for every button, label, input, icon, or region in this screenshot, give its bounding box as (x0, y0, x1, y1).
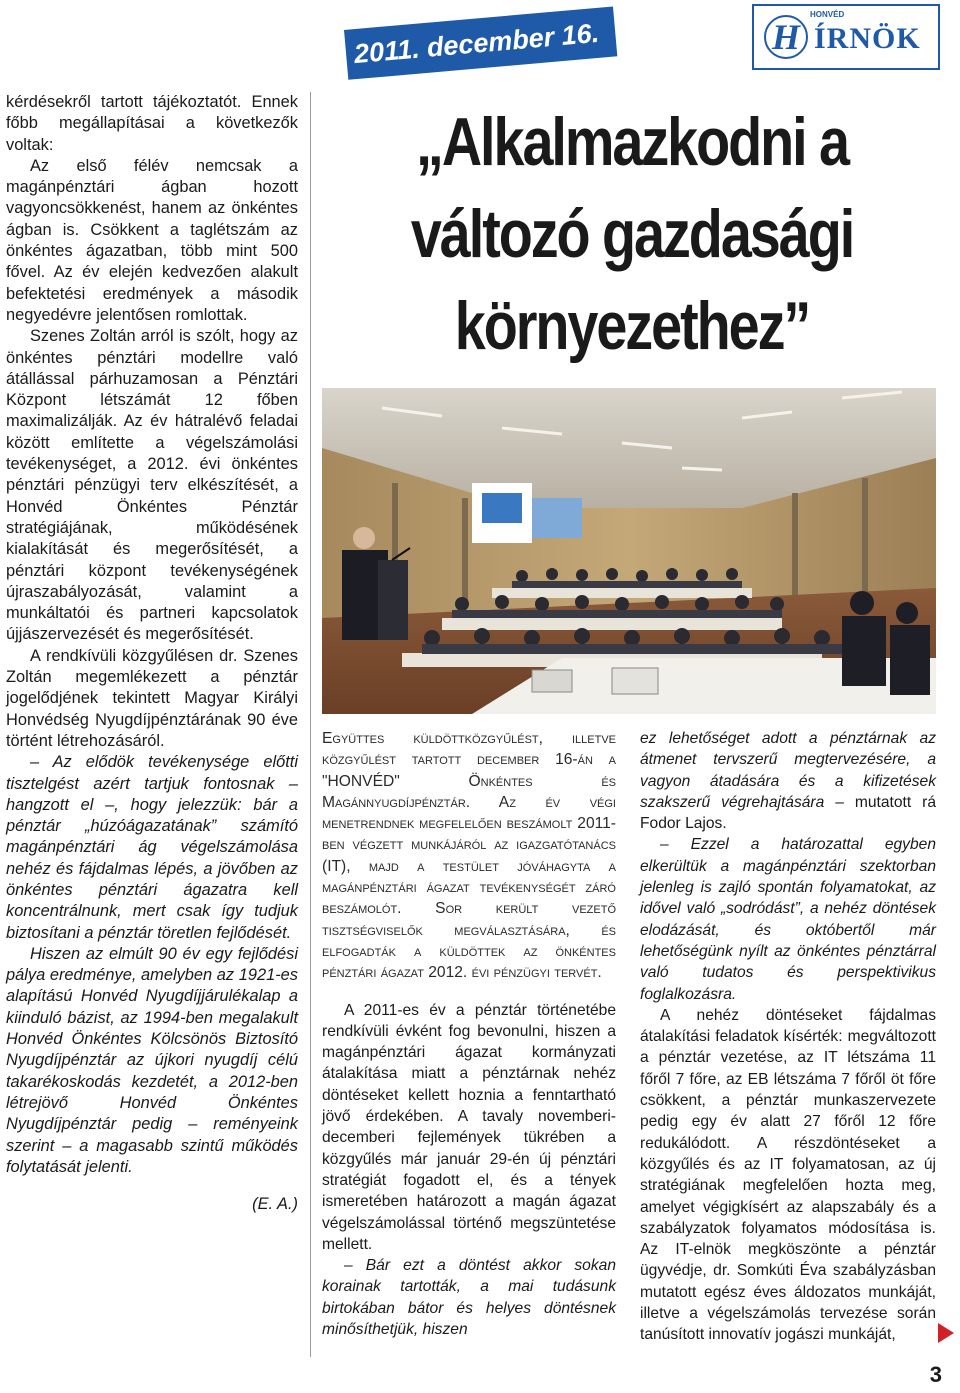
middle-column (322, 728, 616, 1340)
right-body: A nehéz döntéseket fájdalmas átalakítási feladatok kísérték: megváltozott a pénztár vezetése, az IT létszáma 11 főről 7 főre, az EB létszáma 7 főről öt főre csökkent, a pénztár munkaszervezete pedig egy év alatt 27 főről 12 főre redukálódott. A részdöntéseket a közgyűlés és az IT folyamatosan, az új stratégiának megfelelően hozta meg, amelyet végigkísért az alapszabály és a szabályzatok folyamatos módosítása is. Az IT-elnök megköszönte a pénztár ügyvédje, dr. Somkúti Éva szabályzásban mutatott egész éves áldozatos munkáját, illetve a végelszámolás tervezése során tanúsított innovatív jogászi munkáját, (640, 1006, 936, 1344)
left-paragraph-4: A rendkívüli közgyűlésen dr. Szenes Zoltán megemlékezett a pénztár jogelődjének tekintett Magyar Királyi Honvédség Nyugdíjpénztárának 90 éve történt létrehozásáról. (6, 646, 298, 750)
right-paragraph-1 (640, 728, 936, 834)
logo-letter: H (771, 17, 800, 57)
left-column (6, 92, 298, 1215)
right-quote-1: ez lehetőséget adott a pénztárnak az átmenet tervszerű megtervezésére, a vagyon átadására és a kifizetések szakszerű végrehajtására (640, 730, 936, 811)
date-banner: 2011. december 16. (344, 6, 617, 79)
headline-line-2: változó gazdasági (410, 196, 854, 272)
lectern (378, 560, 408, 640)
left-quote-1: – Az elődök tevékenysége előtti tisztelgést azért tartjuk fontosnak – hangzott el –, hogy jelezzük: bár a pénztár „húzóágazatának” számító magánpénztári ág végelszámolása nehéz és fájdalmas lépés, a jövőben az önkéntes pénztári ágazatra kell koncentrálnunk, mert csak így tudjuk biztosítani a pénztár töretlen fejlődését. (6, 753, 298, 942)
headline-line-3: környezethez” (454, 288, 810, 364)
right-attribution: – mutatott rá Fodor Lajos. (640, 793, 936, 833)
left-paragraph-2: Az első félév nemcsak a magánpénztári ágban hozott vagyoncsökkenést, hanem az önkéntes ágban is. Csökkent a taglétszám az önkéntes ágazatban, több mint 500 fővel. Az év elején kedvezően alakult befektetési eredmények a második negyedévre jelentősen romlottak. (6, 156, 298, 324)
conference-photo-illustration (322, 388, 936, 714)
right-quote-2: – Ezzel a határozattal egyben elkerültük a magánpénztári szektorban jelenleg is zajló spontán folyamatokat, az idővel való „sodródást”, a nehéz döntések elodázását, és októbertől már lehetőségünk nyílt az önkéntes pénztárral való tudatos és perspektivikus foglalkozásra. (640, 836, 936, 1003)
middle-quote: – Bár ezt a döntést akkor sokan korainak tartották, a mai tudásunk birtokában bátor és helyes döntésnek minősíthetjük, hiszen (322, 1257, 616, 1339)
left-paragraph-3: Szenes Zoltán arról is szólt, hogy az önkéntes pénztári modellre való átállással párhuzamosan a Pénztári Központ létszámát 12 főben maximalizálják. Az év hátralévő feladai között említette a végelszámolási tevékenységet, a 2012. évi önkéntes pénztári pénzügyi terv elkészítését, a Honvéd Önkéntes Pénztár stratégiájának, működésének kialakítását és megerősítését, a pénztári központ tevékenységének újraszabályozását, valamint a munkáltatói és partneri kapcsolatok újjászervezését és megerősítését. (6, 327, 298, 644)
hirnok-logo (752, 4, 940, 70)
article-lead: Együttes küldöttközgyűlést, illetve közgyűlést tartott december 16-án a "HONVÉD" Önkéntes és Magánnyugdíjpénztár. Az év végi menetrendnek megfelelően beszámolt 2011-ben végzett munkájáról az igazgatótanács (IT), majd a testület jóváhagyta a magánpénztári ágazat tevékenységét záró beszámolót. Sor került vezető tisztségviselők megválasztására, és elfogadták a küldöttek az önkéntes pénztári ágazat 2012. évi pénzügyi tervét. (322, 730, 616, 982)
left-quote-2: Hiszen az elmúlt 90 év egy fejlődési pálya eredménye, amelyben az 1921-es alapítású Honvéd Nyugdíjjárulékalap a kiinduló bázist, az 1994-ben megalakult Honvéd Önkéntes Kölcsönös Biztosító Nyugdíjpénztár az újkori nyugdíj célú takarékoskodás kezdetét, a 2012-ben létrejövő Honvéd Önkéntes Nyugdíjpénztár pedig – reményeink szerint – a magasabb szintű működés folytatását jelenti. (6, 944, 298, 1176)
headline-line-1: „Alkalmazkodni a (415, 104, 849, 180)
column-divider (310, 92, 311, 1357)
left-paragraph-1: kérdésekről tartott tájékoztatót. Ennek főbb megállapításai a következők voltak: (6, 93, 298, 154)
projection-screen (532, 498, 582, 538)
page-number: 3 (929, 1362, 942, 1387)
middle-body: A 2011-es év a pénztár történetébe rendkívüli évként fog bevonulni, hiszen a magánpénztári ágazat kormányzati átalakítása miatt a pénztárnak nehéz döntéseket kellett hoznia a fenntartható jövő érdekében. A tavaly novemberi-decemberi fejlemények tükrében a közgyűlés már január 29-én új pénztári stratégiát fogadott el, és a tények ismeretében határozott a magán ágazat végelszámolással történő megszüntetése mellett. (322, 1001, 616, 1253)
right-column (640, 728, 936, 1346)
continue-arrow-icon (938, 1323, 954, 1343)
article-headline (378, 96, 886, 372)
logo-text: ÍRNÖK (814, 22, 921, 55)
logo-subtitle: HONVÉD (810, 10, 845, 19)
conference-photo (322, 388, 936, 714)
author-signature: (E. A.) (252, 1195, 298, 1214)
